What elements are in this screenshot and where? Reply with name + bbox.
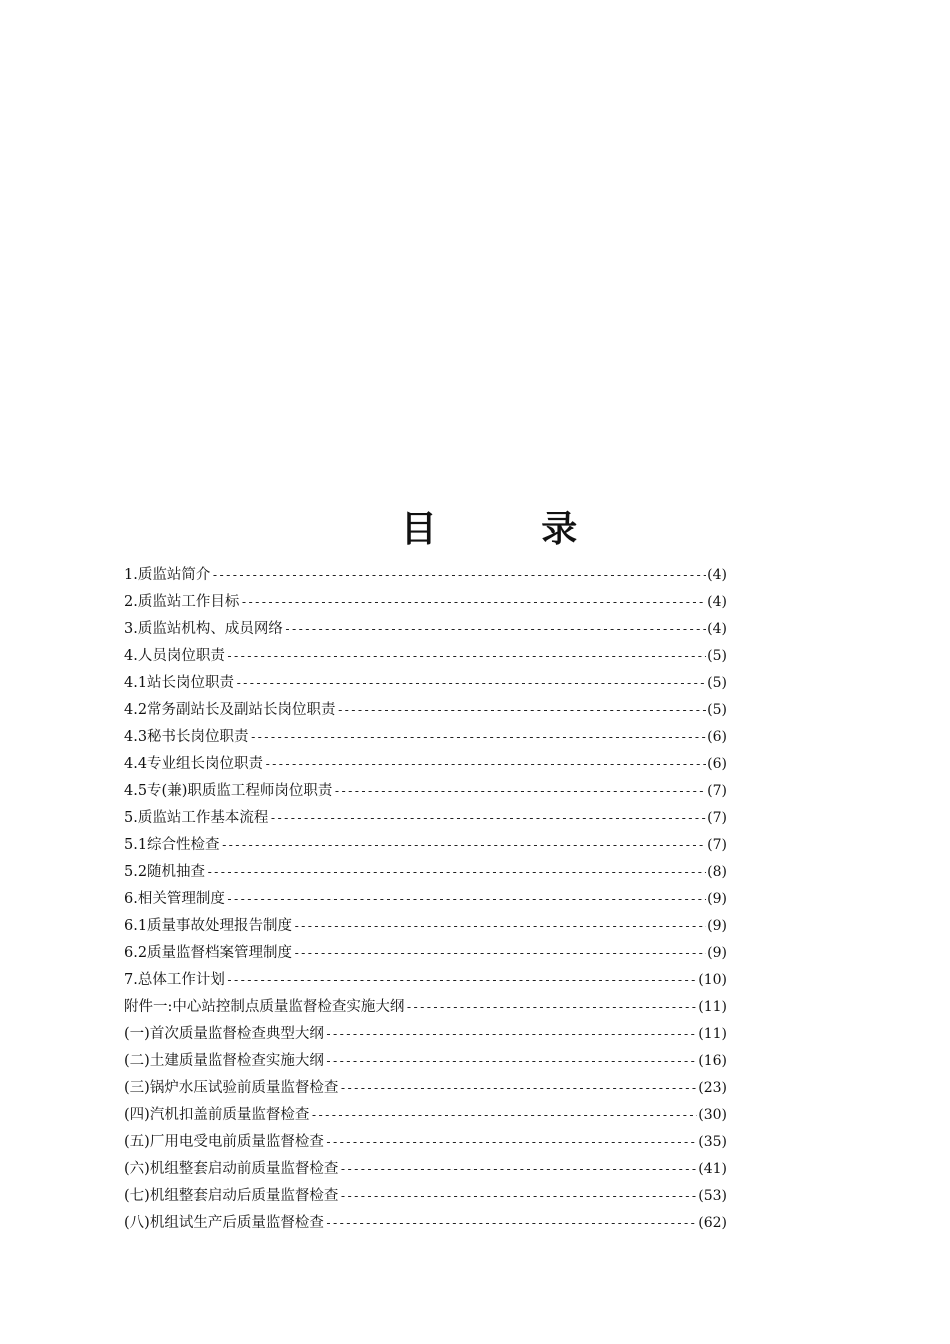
toc-entry[interactable] — [124, 805, 727, 832]
toc-entry-page-number: (10) — [698, 972, 727, 988]
toc-dot-leader — [240, 589, 706, 616]
toc-entry[interactable] — [124, 589, 727, 616]
toc-entry[interactable] — [124, 1102, 727, 1129]
toc-dot-leader — [405, 994, 697, 1021]
toc-entry[interactable] — [124, 832, 727, 859]
toc-entry-label: (三)锅炉水压试验前质量监督检查 — [124, 1080, 339, 1096]
toc-entry-page-number: (11) — [698, 999, 727, 1015]
toc-entry[interactable] — [124, 643, 727, 670]
toc-entry-page-number: (41) — [698, 1161, 727, 1177]
toc-entry[interactable] — [124, 778, 727, 805]
toc-entry-label: 附件一:中心站控制点质量监督检查实施大纲 — [124, 999, 405, 1015]
toc-entry-label: 4.人员岗位职责 — [124, 648, 225, 664]
toc-dot-leader — [235, 670, 706, 697]
toc-dot-leader — [333, 778, 706, 805]
toc-entry-page-number: (7) — [707, 783, 727, 799]
toc-entry-label: 3.质监站机构、成员网络 — [124, 621, 283, 637]
toc-entry-page-number: (11) — [698, 1026, 727, 1042]
toc-dot-leader — [325, 1129, 697, 1156]
toc-entry-label: (七)机组整套启动后质量监督检查 — [124, 1188, 339, 1204]
toc-entry[interactable] — [124, 1075, 727, 1102]
toc-entry-label: (五)厂用电受电前质量监督检查 — [124, 1134, 324, 1150]
toc-entry-page-number: (62) — [698, 1215, 727, 1231]
toc-entry-label: 5.2随机抽查 — [124, 864, 206, 880]
toc-list — [124, 562, 727, 1237]
toc-dot-leader — [250, 724, 707, 751]
toc-dot-leader — [325, 1048, 697, 1075]
toc-entry[interactable] — [124, 859, 727, 886]
toc-entry-page-number: (5) — [707, 702, 727, 718]
toc-entry-label: 6.相关管理制度 — [124, 891, 225, 907]
toc-entry-page-number: (4) — [707, 621, 727, 637]
toc-entry-page-number: (5) — [707, 675, 727, 691]
toc-entry-label: 1.质监站简介 — [124, 567, 211, 583]
toc-entry[interactable] — [124, 1021, 727, 1048]
toc-entry[interactable] — [124, 1129, 727, 1156]
toc-entry[interactable] — [124, 670, 727, 697]
toc-entry-label: 4.3秘书长岗位职责 — [124, 729, 249, 745]
toc-entry[interactable] — [124, 751, 727, 778]
toc-dot-leader — [226, 643, 706, 670]
toc-entry-page-number: (9) — [707, 945, 727, 961]
toc-dot-leader — [293, 913, 706, 940]
toc-entry-label: (六)机组整套启动前质量监督检查 — [124, 1161, 339, 1177]
toc-entry-label: 2.质监站工作目标 — [124, 594, 240, 610]
toc-entry-label: 5.质监站工作基本流程 — [124, 810, 269, 826]
toc-entry[interactable] — [124, 562, 727, 589]
toc-entry-page-number: (6) — [707, 756, 727, 772]
toc-entry-page-number: (7) — [707, 810, 727, 826]
toc-entry-page-number: (8) — [707, 864, 727, 880]
toc-entry-page-number: (5) — [707, 648, 727, 664]
toc-dot-leader — [284, 616, 706, 643]
toc-dot-leader — [269, 805, 706, 832]
toc-entry-label: (四)汽机扣盖前质量监督检查 — [124, 1107, 310, 1123]
toc-entry-page-number: (9) — [707, 918, 727, 934]
toc-entry-label: (一)首次质量监督检查典型大纲 — [124, 1026, 324, 1042]
toc-entry-label: (二)土建质量监督检查实施大纲 — [124, 1053, 324, 1069]
toc-entry-page-number: (9) — [707, 891, 727, 907]
toc-dot-leader — [310, 1102, 697, 1129]
toc-entry[interactable] — [124, 1210, 727, 1237]
toc-entry-label: 6.2质量监督档案管理制度 — [124, 945, 293, 961]
toc-entry-page-number: (53) — [698, 1188, 727, 1204]
toc-dot-leader — [339, 1156, 697, 1183]
toc-entry[interactable] — [124, 616, 727, 643]
toc-dot-leader — [226, 886, 706, 913]
toc-entry[interactable] — [124, 994, 727, 1021]
toc-entry[interactable] — [124, 724, 727, 751]
toc-entry-label: 4.1站长岗位职责 — [124, 675, 235, 691]
toc-entry[interactable] — [124, 967, 727, 994]
toc-entry-label: 4.2常务副站长及副站长岗位职责 — [124, 702, 336, 718]
toc-dot-leader — [226, 967, 697, 994]
toc-title: 目 录 — [400, 509, 624, 550]
toc-dot-leader — [339, 1075, 697, 1102]
toc-entry-label: (八)机组试生产后质量监督检查 — [124, 1215, 324, 1231]
toc-dot-leader — [211, 562, 706, 589]
toc-entry-page-number: (30) — [698, 1107, 727, 1123]
toc-entry-page-number: (4) — [707, 594, 727, 610]
toc-entry-page-number: (35) — [698, 1134, 727, 1150]
toc-entry[interactable] — [124, 886, 727, 913]
toc-dot-leader — [293, 940, 706, 967]
toc-entry-label: 4.5专(兼)职质监工程师岗位职责 — [124, 783, 333, 799]
toc-entry[interactable] — [124, 1183, 727, 1210]
toc-entry-page-number: (16) — [698, 1053, 727, 1069]
toc-dot-leader — [221, 832, 707, 859]
toc-dot-leader — [206, 859, 706, 886]
toc-entry-page-number: (7) — [707, 837, 727, 853]
toc-entry-label: 6.1质量事故处理报告制度 — [124, 918, 293, 934]
toc-dot-leader — [337, 697, 707, 724]
toc-entry[interactable] — [124, 697, 727, 724]
toc-entry[interactable] — [124, 1156, 727, 1183]
toc-dot-leader — [339, 1183, 697, 1210]
toc-dot-leader — [325, 1210, 697, 1237]
toc-entry[interactable] — [124, 1048, 727, 1075]
toc-dot-leader — [325, 1021, 697, 1048]
toc-entry-page-number: (6) — [707, 729, 727, 745]
toc-entry-label: 7.总体工作计划 — [124, 972, 225, 988]
toc-entry[interactable] — [124, 913, 727, 940]
toc-entry-page-number: (4) — [707, 567, 727, 583]
toc-entry[interactable] — [124, 940, 727, 967]
toc-entry-label: 5.1综合性检查 — [124, 837, 220, 853]
toc-dot-leader — [264, 751, 706, 778]
toc-entry-label: 4.4专业组长岗位职责 — [124, 756, 264, 772]
toc-entry-page-number: (23) — [698, 1080, 727, 1096]
